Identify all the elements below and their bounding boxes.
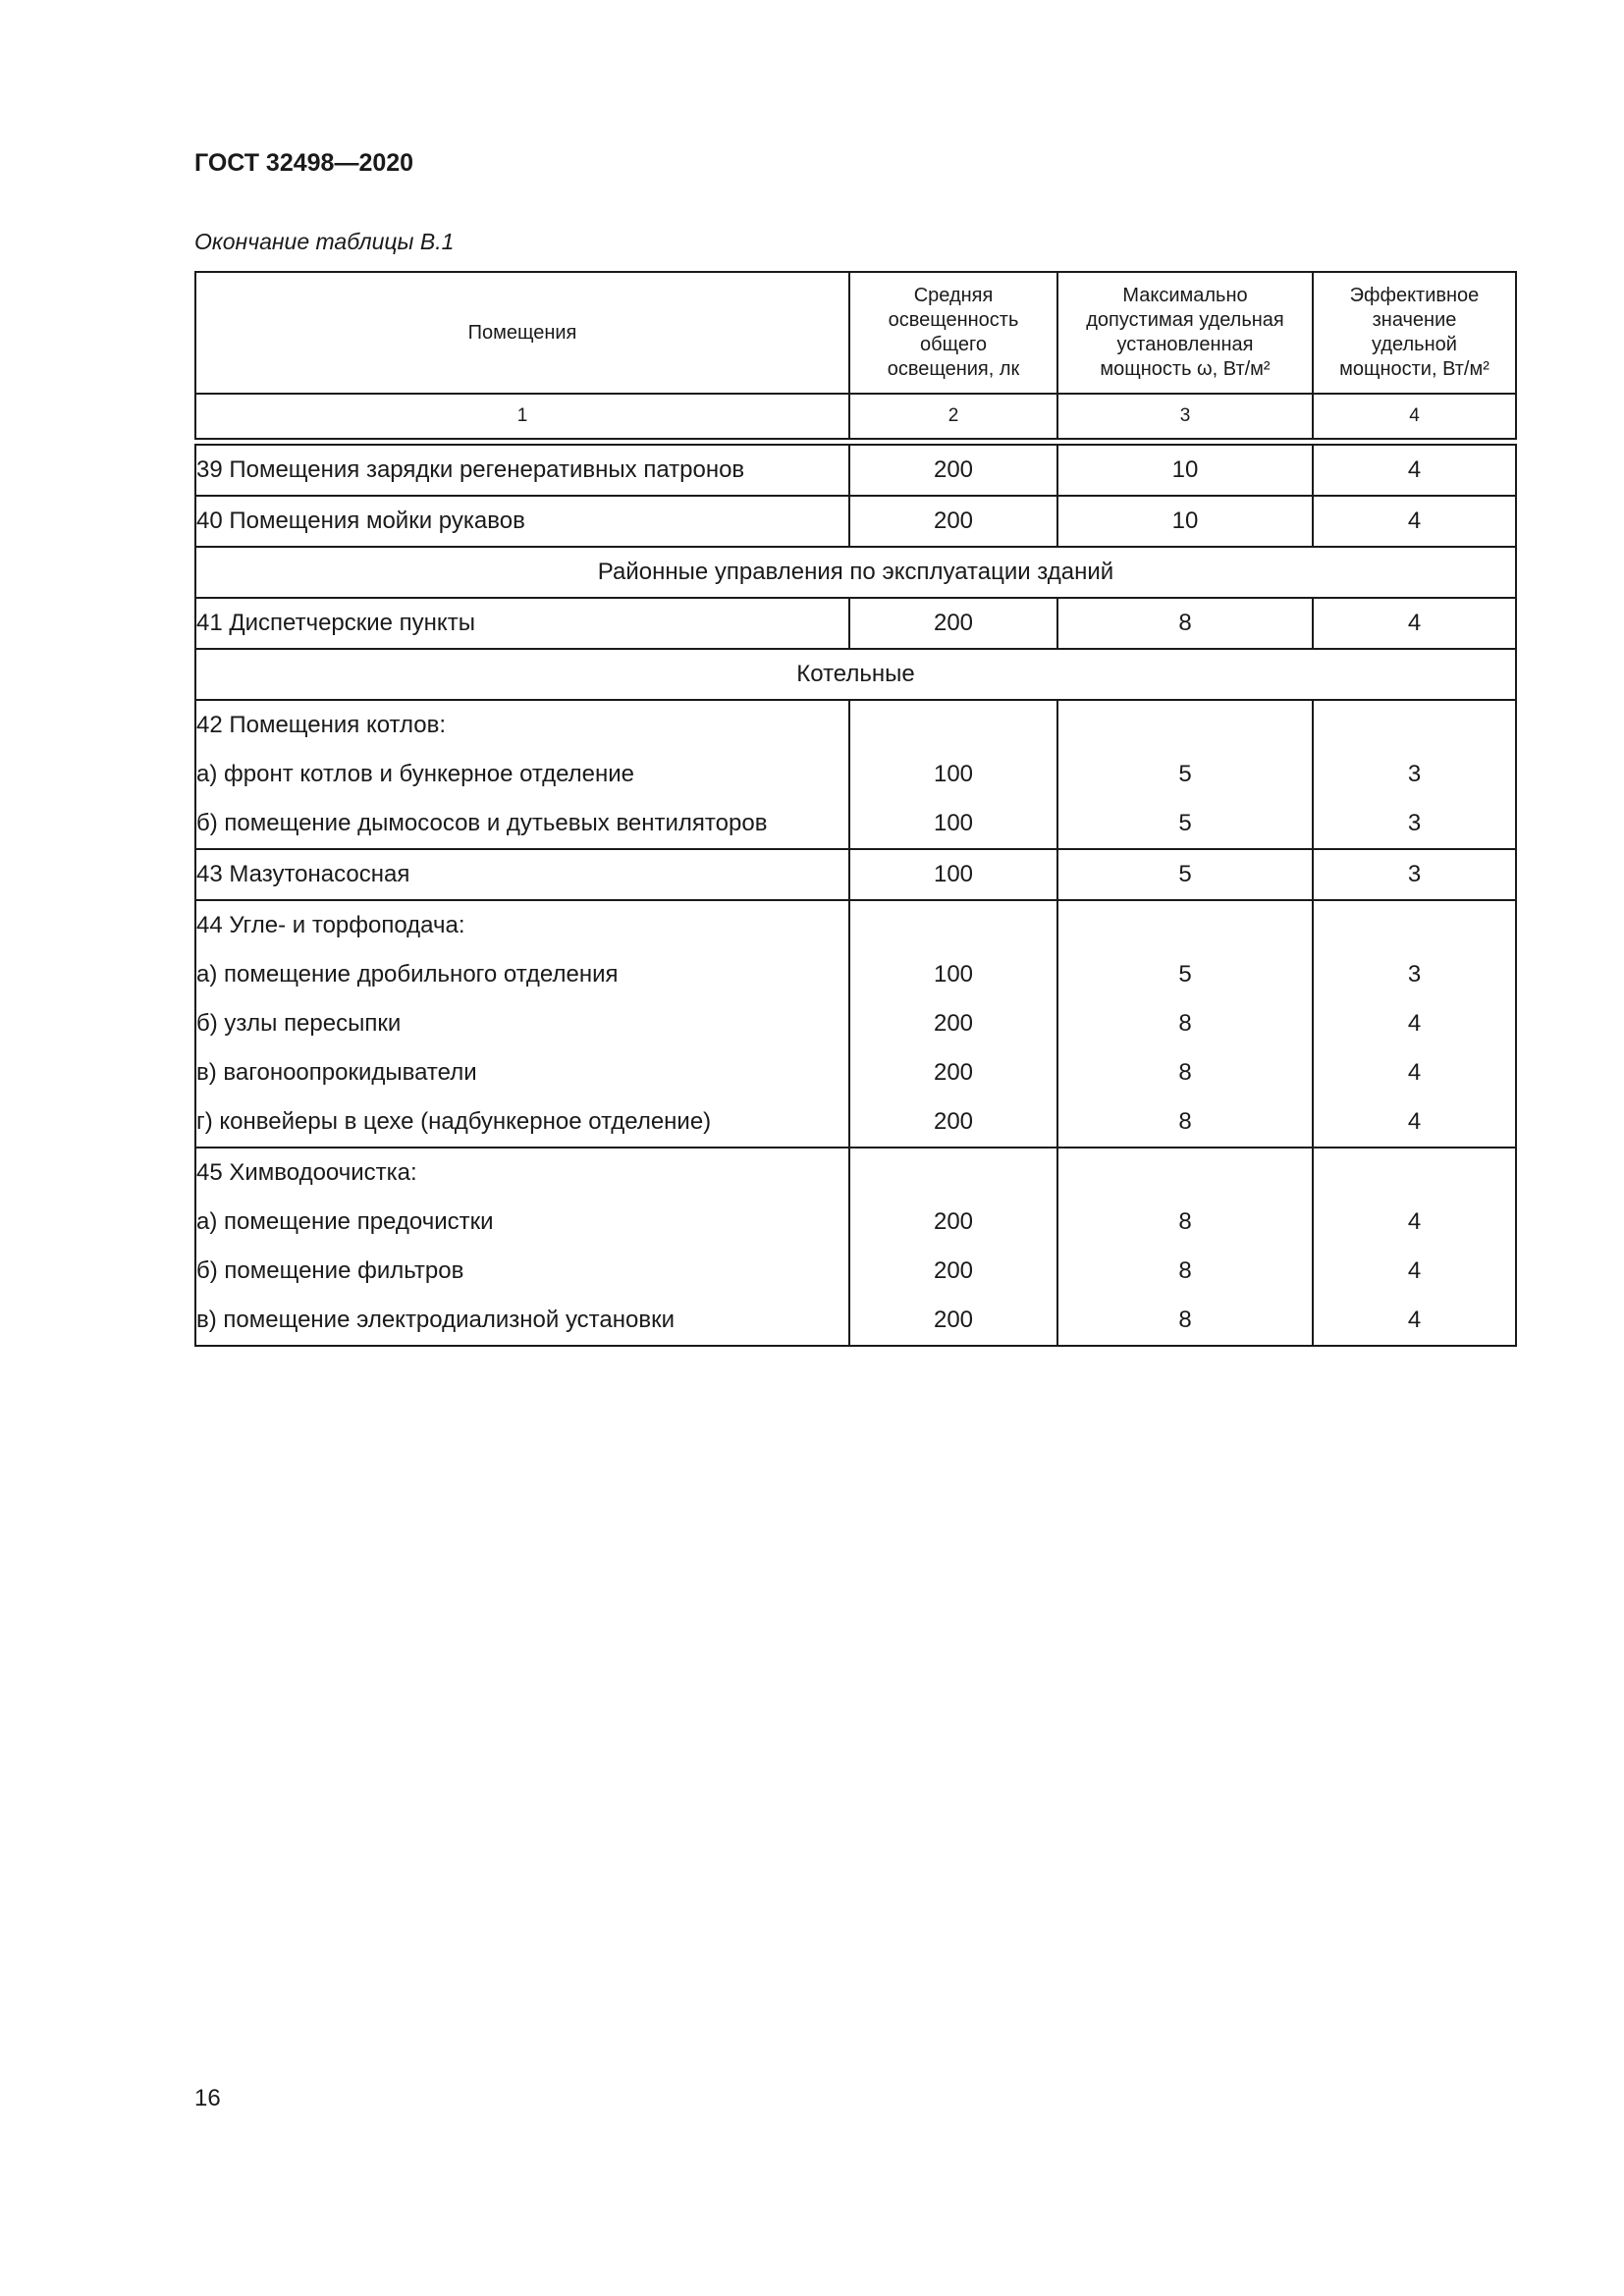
- effective-power-density: 4: [1407, 507, 1422, 534]
- avg-illuminance-cell: [849, 1148, 1057, 1346]
- avg-illuminance: 200: [933, 1208, 974, 1235]
- effective-power-density: 3: [1407, 810, 1422, 836]
- avg-illuminance: [850, 1148, 1056, 1198]
- header-line: мощность ω, Вт/м²: [1100, 358, 1271, 380]
- effective-power-density-cell: [1313, 598, 1516, 649]
- max-power-density: [1058, 901, 1312, 950]
- max-power-density: 5: [1178, 861, 1192, 887]
- effective-power-density: 4: [1407, 1059, 1422, 1086]
- avg-illuminance: 100: [933, 761, 974, 787]
- column-number: 3: [1057, 394, 1313, 439]
- max-power-density-cell: [1057, 1148, 1313, 1346]
- header-max-power: [1057, 272, 1313, 394]
- header-line: Максимально: [1122, 285, 1248, 306]
- room-name: 42 Помещения котлов:: [196, 712, 447, 738]
- effective-power-density: [1314, 901, 1515, 950]
- max-power-density: 8: [1178, 610, 1192, 636]
- avg-illuminance: 200: [933, 1059, 974, 1086]
- effective-power-density: 4: [1407, 1108, 1422, 1135]
- effective-power-density-cell: [1313, 849, 1516, 900]
- room-name-cell: [195, 700, 849, 849]
- room-name-cell: [195, 598, 849, 649]
- avg-illuminance: 200: [933, 1108, 974, 1135]
- table-row: [195, 900, 1516, 1148]
- room-name-cell: [195, 900, 849, 1148]
- room-name: б) узлы пересыпки: [196, 1010, 402, 1037]
- header-line: допустимая удельная: [1086, 309, 1284, 331]
- avg-illuminance: [850, 701, 1056, 750]
- effective-power-density-cell: [1313, 496, 1516, 547]
- header-line: Помещения: [467, 321, 577, 344]
- max-power-density: 10: [1171, 507, 1199, 534]
- room-name: б) помещение дымососов и дутьевых вентиляторов: [196, 810, 768, 836]
- table-caption: Окончание таблицы В.1: [194, 229, 455, 254]
- room-name: в) вагоноопрокидыватели: [196, 1059, 477, 1086]
- effective-power-density: 4: [1407, 1010, 1422, 1037]
- column-number: 4: [1313, 394, 1516, 439]
- header-effective-power: [1313, 272, 1516, 394]
- table-row: [195, 445, 1516, 496]
- room-name: 39 Помещения зарядки регенеративных патронов: [196, 456, 745, 483]
- section-title: [195, 547, 1516, 598]
- max-power-density-cell: [1057, 849, 1313, 900]
- max-power-density: [1058, 1148, 1312, 1198]
- header-line: освещенность: [888, 309, 1019, 331]
- effective-power-density-cell: [1313, 700, 1516, 849]
- effective-power-density: [1314, 701, 1515, 750]
- effective-power-density-cell: [1313, 1148, 1516, 1346]
- section-title-text: Котельные: [796, 661, 915, 687]
- max-power-density-cell: [1057, 900, 1313, 1148]
- effective-power-density: 4: [1407, 1307, 1422, 1333]
- max-power-density: 8: [1178, 1010, 1192, 1037]
- max-power-density: 10: [1171, 456, 1199, 483]
- avg-illuminance: [850, 901, 1056, 950]
- table-body: [195, 445, 1516, 1346]
- column-number: 2: [849, 394, 1057, 439]
- table-row: [195, 700, 1516, 849]
- effective-power-density: [1314, 1148, 1515, 1198]
- room-name: 44 Угле- и торфоподача:: [196, 912, 465, 938]
- max-power-density: 5: [1178, 810, 1192, 836]
- max-power-density-cell: [1057, 700, 1313, 849]
- max-power-density: 8: [1178, 1059, 1192, 1086]
- header-line: значение: [1372, 309, 1457, 331]
- max-power-density: 5: [1178, 961, 1192, 988]
- effective-power-density: 4: [1407, 1257, 1422, 1284]
- max-power-density-cell: [1057, 496, 1313, 547]
- avg-illuminance: 200: [933, 1257, 974, 1284]
- header-illuminance: [849, 272, 1057, 394]
- room-name-cell: [195, 445, 849, 496]
- avg-illuminance: 200: [933, 1307, 974, 1333]
- effective-power-density: 3: [1407, 961, 1422, 988]
- header-line: общего: [920, 334, 987, 355]
- room-name-cell: [195, 496, 849, 547]
- room-name: а) помещение предочистки: [196, 1208, 494, 1235]
- avg-illuminance-cell: [849, 700, 1057, 849]
- avg-illuminance: 100: [933, 961, 974, 988]
- max-power-density-cell: [1057, 445, 1313, 496]
- room-name-cell: [195, 849, 849, 900]
- max-power-density: 5: [1178, 761, 1192, 787]
- column-number: 1: [195, 394, 849, 439]
- avg-illuminance: 200: [933, 456, 974, 483]
- avg-illuminance-cell: [849, 849, 1057, 900]
- room-name: 40 Помещения мойки рукавов: [196, 507, 525, 534]
- room-name: г) конвейеры в цехе (надбункерное отделение): [196, 1108, 712, 1135]
- room-name: 41 Диспетчерские пункты: [196, 610, 475, 636]
- avg-illuminance-cell: [849, 598, 1057, 649]
- effective-power-density: 4: [1407, 1208, 1422, 1235]
- section-row: [195, 649, 1516, 700]
- avg-illuminance-cell: [849, 445, 1057, 496]
- document-header: ГОСТ 32498—2020: [194, 149, 414, 177]
- effective-power-density-cell: [1313, 445, 1516, 496]
- max-power-density: 8: [1178, 1257, 1192, 1284]
- header-line: установленная: [1116, 334, 1254, 355]
- effective-power-density: 3: [1407, 861, 1422, 887]
- effective-power-density: 4: [1407, 610, 1422, 636]
- avg-illuminance-cell: [849, 496, 1057, 547]
- header-rooms: [195, 272, 849, 394]
- table-row: [195, 849, 1516, 900]
- max-power-density: 8: [1178, 1208, 1192, 1235]
- header-line: мощности, Вт/м²: [1339, 358, 1489, 380]
- column-numbers-row: [195, 394, 1516, 439]
- effective-power-density-cell: [1313, 900, 1516, 1148]
- max-power-density: [1058, 701, 1312, 750]
- section-title-text: Районные управления по эксплуатации зданий: [597, 559, 1114, 585]
- room-name: в) помещение электродиализной установки: [196, 1307, 676, 1333]
- max-power-density: 8: [1178, 1307, 1192, 1333]
- room-name: а) фронт котлов и бункерное отделение: [196, 761, 635, 787]
- room-name: б) помещение фильтров: [196, 1257, 464, 1284]
- section-title: [195, 649, 1516, 700]
- avg-illuminance: 200: [933, 507, 974, 534]
- table-header-row: [195, 272, 1516, 394]
- header-line: удельной: [1372, 334, 1457, 355]
- table-row: [195, 496, 1516, 547]
- avg-illuminance: 200: [933, 1010, 974, 1037]
- max-power-density: 8: [1178, 1108, 1192, 1135]
- table-row: [195, 1148, 1516, 1346]
- avg-illuminance-cell: [849, 900, 1057, 1148]
- effective-power-density: 4: [1407, 456, 1422, 483]
- page-number: 16: [194, 2085, 221, 2111]
- room-name: 45 Химводоочистка:: [196, 1159, 417, 1186]
- header-line: Средняя: [913, 285, 994, 306]
- room-name-cell: [195, 1148, 849, 1346]
- lighting-norms-table: [194, 271, 1517, 1347]
- effective-power-density: 3: [1407, 761, 1422, 787]
- room-name: 43 Мазутонасосная: [196, 861, 410, 887]
- max-power-density-cell: [1057, 598, 1313, 649]
- avg-illuminance: 100: [933, 810, 974, 836]
- header-line: освещения, лк: [887, 358, 1020, 380]
- room-name: а) помещение дробильного отделения: [196, 961, 619, 988]
- header-line: Эффективное: [1349, 285, 1480, 306]
- section-row: [195, 547, 1516, 598]
- table-row: [195, 598, 1516, 649]
- avg-illuminance: 100: [933, 861, 974, 887]
- avg-illuminance: 200: [933, 610, 974, 636]
